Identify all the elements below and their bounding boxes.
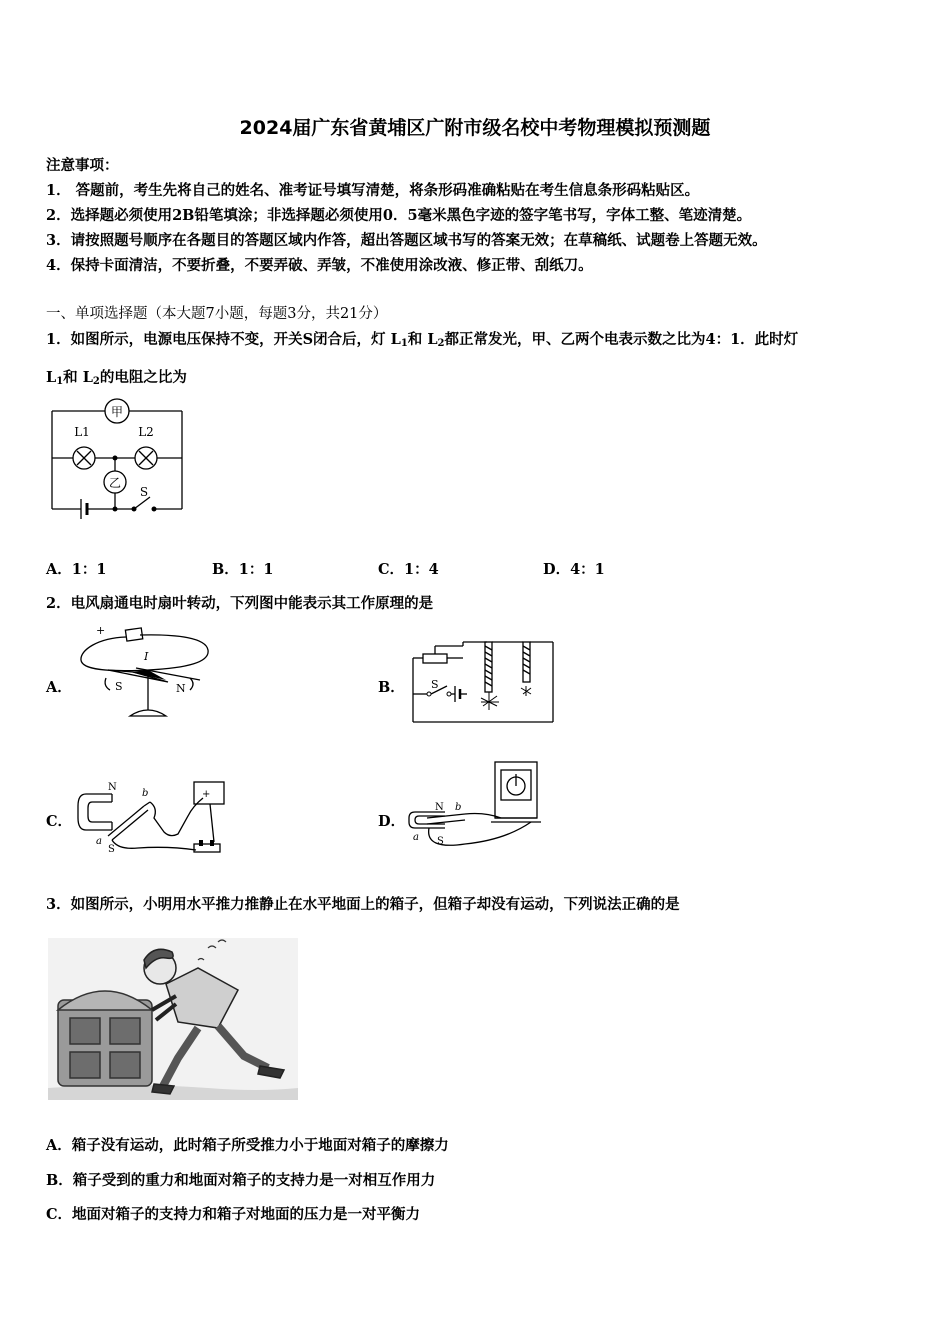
q2-option-d[interactable]: D． — [378, 813, 406, 830]
figure-2d-galvanometer — [405, 760, 550, 860]
q2-option-b[interactable]: B． — [378, 679, 405, 696]
meter-jia-label: 甲 — [110, 405, 124, 419]
section-heading: 一、单项选择题（本大题7小题，每题3分，共21分） — [46, 306, 388, 322]
q2-option-c[interactable]: C． — [46, 813, 73, 830]
notice-item: 3．请按照题号顺序在各题目的答题区域内作答，超出答题区域书写的答案无效；在草稿纸、试题卷上答题无效。 — [46, 232, 767, 249]
circuit-diagram — [44, 396, 189, 526]
notice-item: 1． 答题前，考生先将自己的姓名、准考证号填写清楚，将条形码准确粘贴在考生信息条形码粘贴区。 — [46, 182, 700, 199]
figure-2c-generator — [78, 778, 228, 863]
switch-label: S — [139, 485, 149, 499]
question-2-text: 2．电风扇通电时扇叶转动，下列图中能表示其工作原理的是 — [46, 595, 434, 612]
q3-option-c[interactable]: C．地面对箱子的支持力和箱子对地面的压力是一对平衡力 — [46, 1206, 421, 1223]
figure-2b-electromagnets — [405, 636, 555, 728]
q1-option-d[interactable]: D．4：1 — [543, 561, 605, 578]
switch-label: S — [431, 678, 439, 691]
wire-b-label: b — [142, 788, 149, 799]
q3-option-b[interactable]: B．箱子受到的重力和地面对箱子的支持力是一对相互作用力 — [46, 1172, 436, 1189]
figure-3-boy-pushing-box — [48, 938, 298, 1100]
wire-b-label: b — [455, 802, 462, 813]
q1-option-b[interactable]: B．1：1 — [212, 561, 274, 578]
question-3-text: 3．如图所示，小明用水平推力推静止在水平地面上的箱子，但箱子却没有运动，下列说法正确的是 — [46, 896, 680, 913]
q1-option-a[interactable]: A．1：1 — [46, 561, 107, 578]
north-label: N — [435, 802, 444, 813]
q1-option-c[interactable]: C．1：4 — [378, 561, 439, 578]
notice-item: 2．选择题必须使用2B铅笔填涂；非选择题必须使用0．5毫米黑色字迹的签字笔书写，字体工整、笔迹清楚。 — [46, 207, 752, 224]
wire-a-label: a — [96, 836, 102, 847]
north-label: N — [176, 682, 186, 695]
figure-2a-compass-wire — [78, 620, 218, 725]
lamp-l1-label: L1 — [74, 425, 90, 439]
plus-sign: + — [202, 789, 211, 800]
q3-option-a[interactable]: A．箱子没有运动，此时箱子所受推力小于地面对箱子的摩擦力 — [46, 1137, 449, 1154]
current-label: I — [144, 650, 149, 663]
q2-option-a[interactable]: A． — [46, 679, 72, 696]
question-1-text: 1．如图所示，电源电压保持不变，开关S闭合后，灯 $L_1$和 $L_2$都正常发光，甲、乙两个电表示数之比为4：1．此时灯 — [46, 331, 799, 349]
notice-item: 4．保持卡面清洁，不要折叠，不要弄破、弄皱，不准使用涂改液、修正带、刮纸刀。 — [46, 257, 593, 274]
lamp-l2-label: L2 — [138, 425, 154, 439]
wire-a-label: a — [413, 832, 419, 843]
plus-sign: + — [96, 624, 106, 637]
north-label: N — [108, 782, 117, 793]
meter-yi-label: 乙 — [108, 476, 122, 490]
south-label: S — [115, 680, 123, 693]
south-label: S — [437, 836, 444, 847]
page-title: 2024届广东省黄埔区广附市级名校中考物理模拟预测题 — [239, 117, 711, 139]
south-label: S — [108, 844, 115, 855]
notice-heading: 注意事项： — [46, 157, 119, 174]
question-1-text-line2: $L_1$和 $L_2$的电阻之比为 — [46, 369, 187, 387]
